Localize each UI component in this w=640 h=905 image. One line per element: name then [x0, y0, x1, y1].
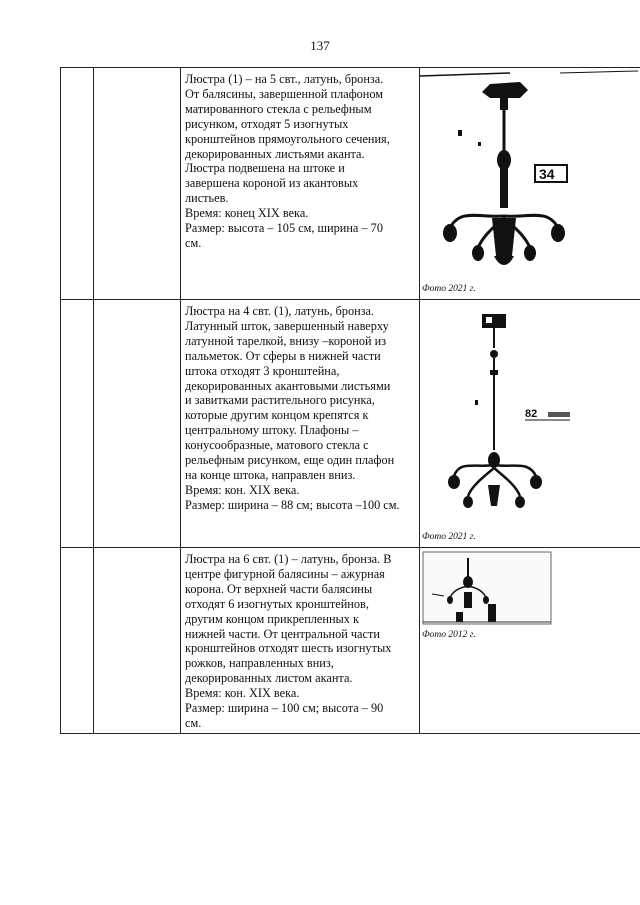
description-line: Размер: ширина – 88 см; высота –100 см. [185, 497, 400, 512]
tag-label: 82 [525, 408, 538, 420]
description-line: декорированных листьями аканта. [185, 146, 365, 161]
description-line: Размер: ширина – 100 см; высота – 90 [185, 701, 384, 716]
description-line: рожков, направленных вниз, [185, 656, 334, 671]
description-line: кронштейнов прямоугольного сечения, [185, 131, 390, 146]
description-line: латунной тарелкой, внизу –короной из [185, 333, 387, 348]
description-line: штока отходят 3 кронштейна, [185, 363, 340, 378]
table-row [61, 548, 640, 734]
photo-caption: Фото 2021 г. [422, 532, 476, 542]
description-line: декорированных листом аканта. [185, 671, 353, 686]
description-line: Время: конец XIX века. [185, 206, 309, 221]
inventory-number-cell [94, 300, 181, 548]
chandelier-5-lights-image [420, 68, 640, 286]
chandelier-photo [420, 68, 640, 299]
description-line: Люстра (1) – на 5 свт., латунь, бронза. [185, 72, 384, 86]
inventory-number-cell [94, 548, 181, 734]
description-line: Люстра на 4 свт. (1), латунь, бронза. [185, 304, 375, 318]
description-line: Размер: высота – 105 см, ширина – 70 [185, 221, 383, 236]
description-line: Латунный шток, завершенный наверху [185, 318, 389, 333]
photo-cell [420, 68, 640, 300]
description-line: отходят 6 изогнутых кронштейнов, [185, 596, 369, 611]
row-number-cell [61, 300, 94, 548]
description-line: конусообразные, матового стекла с [185, 438, 369, 453]
description-line: пальметок. От сферы в нижней части [185, 348, 381, 363]
description-line: кронштейнов отходят шесть изогнутых [185, 641, 392, 656]
description-line: Люстра подвешена на штоке и [185, 161, 345, 176]
description-line: центральному штоку. Плафоны – [185, 423, 359, 438]
description-line: другим концом прикрепленных к [185, 611, 359, 626]
description-cell [181, 548, 420, 734]
description-cell [181, 300, 420, 548]
description-cell [181, 68, 420, 300]
inventory-table [60, 67, 640, 734]
description-line: декорированных акантовыми листьями [185, 378, 391, 393]
description-line: рисунком, отходят 5 изогнутых [185, 116, 349, 131]
table-row [61, 68, 640, 300]
description-line: матированного стекла с рельефным [185, 101, 372, 116]
photo-caption: Фото 2021 г. [422, 284, 476, 294]
description-line: корона. От верхней части балясины [185, 581, 373, 596]
chandelier-4-lights-image [420, 300, 640, 532]
photo-cell [420, 300, 640, 548]
description-line: см. [185, 715, 202, 730]
photo-cell [420, 548, 640, 734]
photo-caption: Фото 2012 г. [422, 630, 476, 640]
page-number: 137 [310, 38, 330, 53]
description-line: см. [185, 235, 202, 250]
description-line: Время: кон. XIX века. [185, 686, 300, 701]
description-line: От балясины, завершенной плафоном [185, 86, 384, 101]
description-line: которые другим концом крепятся к [185, 408, 369, 423]
chandelier-photo [420, 300, 640, 547]
chandelier-photo [420, 548, 640, 733]
description-line: нижней части. От центральной части [185, 626, 380, 641]
table-row [61, 300, 640, 548]
description-line: центре фигурной балясины – ажурная [185, 566, 385, 581]
row-number-cell [61, 68, 94, 300]
description-line: рельефным рисунком, еще один плафон [185, 453, 395, 468]
description-line: завершена короной из акантовых [185, 176, 359, 191]
chandelier-6-lights-image [420, 548, 640, 632]
inventory-number-cell [94, 68, 181, 300]
row-number-cell [61, 548, 94, 734]
description-line: на конце штока, направлен вниз. [185, 467, 356, 482]
description-line: Время: кон. XIX века. [185, 482, 300, 497]
description-line: и завитками растительного рисунка, [185, 393, 375, 408]
description-line: листьев. [185, 191, 229, 206]
tag-label: 34 [539, 166, 555, 182]
description-line: Люстра на 6 свт. (1) – латунь, бронза. В [185, 552, 392, 566]
